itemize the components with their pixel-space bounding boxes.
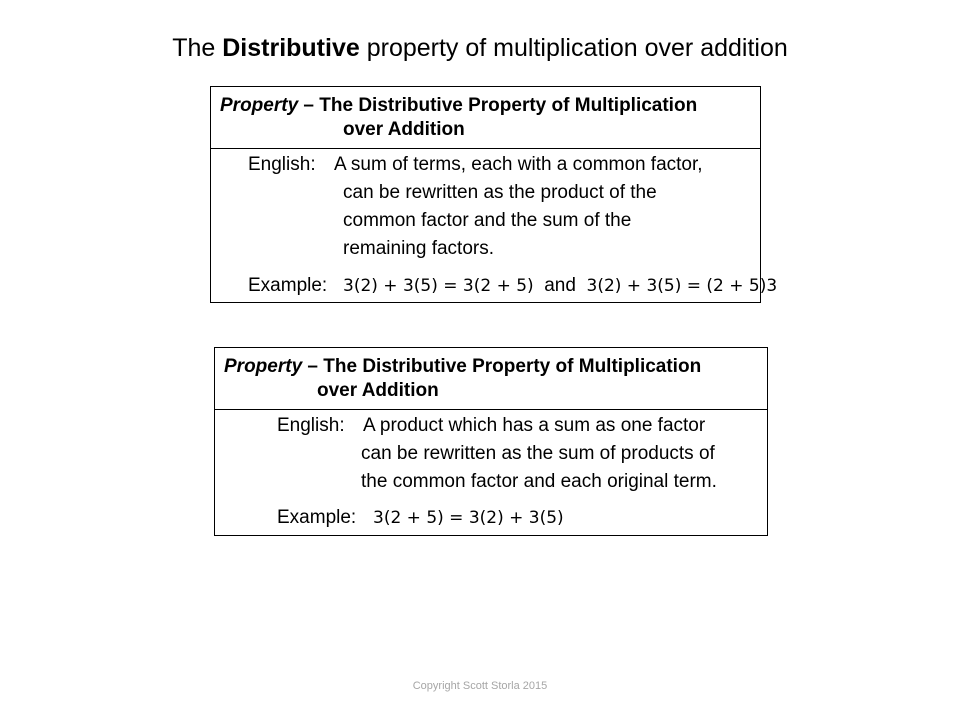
- header-line-2: over Addition: [317, 380, 439, 401]
- title-suffix: property of multiplication over addition: [359, 34, 788, 62]
- title-prefix: The: [172, 34, 223, 62]
- english-line: remaining factors.: [343, 238, 495, 259]
- property-word: Property: [220, 95, 299, 116]
- example-row: [373, 506, 564, 530]
- property-box-sum-to-product: [210, 86, 778, 303]
- header-line-1-rest: – The Distributive Property of Multiplication: [298, 95, 698, 116]
- example-label: Example:: [248, 275, 328, 296]
- english-line: A sum of terms, each with a common factor,: [334, 154, 703, 175]
- header-line-1: [220, 94, 697, 118]
- english-line: A product which has a sum as one factor: [363, 415, 706, 436]
- english-label: English:: [277, 415, 345, 436]
- english-line: can be rewritten as the sum of products of: [361, 443, 715, 464]
- property-box-header: [215, 348, 767, 410]
- example-row: [343, 274, 777, 298]
- english-line: can be rewritten as the product of the: [343, 182, 657, 203]
- property-box-product-to-sum: [214, 347, 768, 536]
- copyright-footer: Copyright Scott Storla 2015: [412, 680, 548, 692]
- example-label: Example:: [277, 507, 357, 528]
- english-line: the common factor and each original term.: [361, 471, 717, 492]
- title-bold-word: Distributive: [222, 34, 360, 62]
- page-title: [0, 30, 960, 66]
- english-label: English:: [248, 154, 316, 175]
- example-and: and: [544, 275, 576, 296]
- example-expression: 3(2) + 3(5) = (2 + 5)3: [586, 276, 778, 296]
- header-line-1-rest: – The Distributive Property of Multiplication: [302, 356, 702, 377]
- header-line-2: over Addition: [343, 119, 465, 140]
- example-expression: 3(2 + 5) = 3(2) + 3(5): [373, 508, 564, 528]
- property-box-header: [211, 87, 760, 149]
- header-line-1: [224, 355, 701, 379]
- property-word: Property: [224, 356, 303, 377]
- english-line: common factor and the sum of the: [343, 210, 632, 231]
- example-expression: 3(2) + 3(5) = 3(2 + 5): [343, 276, 534, 296]
